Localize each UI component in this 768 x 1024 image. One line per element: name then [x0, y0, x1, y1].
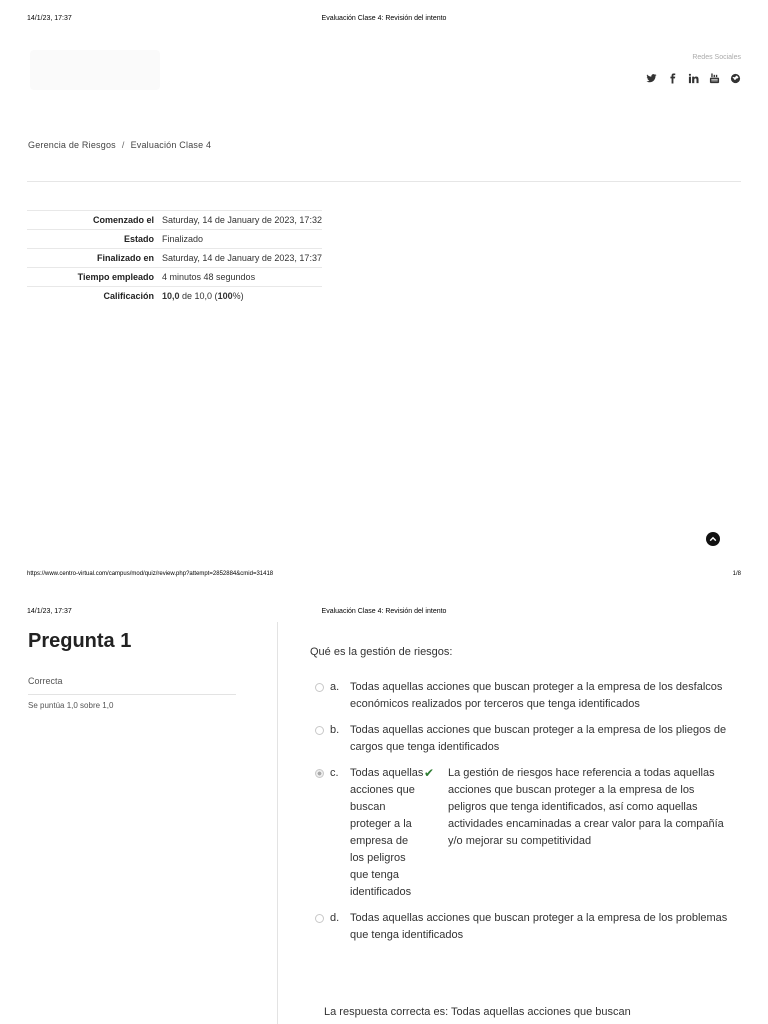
answer-option-b[interactable] [315, 722, 730, 756]
summary-label: Calificación [27, 287, 162, 306]
facebook-icon[interactable] [667, 71, 678, 85]
print-title: Evaluación Clase 4: Revisión del intento [321, 608, 447, 615]
radio-button[interactable] [315, 683, 324, 692]
answer-text: Todas aquellas acciones que buscan proteger a la empresa de los problemas que tenga identificados [350, 912, 728, 941]
answer-letter: d. [330, 912, 340, 924]
print-datetime: 14/1/23, 17:37 [27, 15, 72, 22]
summary-row [27, 211, 322, 230]
summary-label: Tiempo empleado [27, 268, 162, 287]
answer-option-c[interactable] [315, 765, 730, 901]
breadcrumb-current[interactable]: Evaluación Clase 4 [130, 140, 212, 150]
footer-page-number: 1/8 [732, 571, 741, 577]
answer-option-d[interactable] [315, 910, 730, 944]
answer-feedback: La gestión de riesgos hace referencia a todas aquellas acciones que buscan proteger a la empresa de los peligros que tenga identificados, así como aquellas actividades encaminadas a crear valor para la compañía y/o mejorar su competitividad [448, 767, 724, 847]
breadcrumb-course[interactable]: Gerencia de Riesgos [28, 140, 116, 150]
answer-option-a[interactable] [315, 679, 730, 713]
scroll-to-top-button[interactable] [706, 532, 720, 546]
breadcrumb-separator: / [121, 140, 125, 150]
answer-text: Todas aquellas acciones que buscan proteger a la empresa de los pliegos de cargos que tenga identificados [350, 724, 727, 753]
attempt-summary-table [27, 210, 322, 305]
divider [27, 181, 741, 182]
summary-label: Finalizado en [27, 249, 162, 268]
radio-button-selected[interactable] [315, 769, 324, 778]
summary-row [27, 268, 322, 287]
summary-label: Estado [27, 230, 162, 249]
answer-letter: b. [330, 724, 340, 736]
twitter-icon[interactable] [646, 71, 657, 85]
grade-end: %) [232, 291, 244, 301]
grade-percent: 100 [217, 291, 233, 301]
site-logo[interactable] [30, 50, 160, 90]
answer-text: Todas aquellas acciones que buscan proteger a la empresa de los peligros que tenga identificados [350, 767, 424, 898]
answer-with-feedback [350, 765, 730, 901]
divider [28, 694, 236, 695]
question-state: Correcta [28, 676, 63, 686]
correct-answer-text: La respuesta correcta es: Todas aquellas acciones que buscan [324, 1006, 631, 1018]
print-title: Evaluación Clase 4: Revisión del intento [321, 15, 447, 22]
summary-label: Comenzado el [27, 211, 162, 230]
globe-icon[interactable] [730, 71, 741, 85]
question-text: Qué es la gestión de riesgos: [310, 646, 453, 658]
breadcrumb [28, 140, 211, 150]
answer-list [315, 679, 730, 953]
social-icons [646, 71, 741, 85]
summary-value [162, 287, 322, 306]
summary-row [27, 230, 322, 249]
answer-letter: a. [330, 681, 340, 693]
summary-value: Saturday, 14 de January de 2023, 17:32 [162, 211, 322, 230]
grade-score: 10,0 [162, 291, 180, 301]
social-title: Redes Sociales [692, 54, 741, 61]
question-grade: Se puntúa 1,0 sobre 1,0 [28, 701, 114, 710]
question-title: Pregunta 1 [28, 630, 132, 652]
answer-text: Todas aquellas acciones que buscan proteger a la empresa de los desfalcos económicos realizados por terceros que tenga identificados [350, 681, 723, 710]
check-icon: ✔ [424, 766, 435, 780]
radio-button[interactable] [315, 726, 324, 735]
summary-value: Saturday, 14 de January de 2023, 17:37 [162, 249, 322, 268]
summary-value: 4 minutos 48 segundos [162, 268, 322, 287]
grade-of: de 10,0 ( [179, 291, 218, 301]
youtube-icon[interactable] [709, 71, 720, 85]
linkedin-icon[interactable] [688, 71, 699, 85]
radio-button[interactable] [315, 914, 324, 923]
summary-row [27, 287, 322, 306]
chevron-up-icon [709, 535, 717, 543]
footer-url: https://www.centro-virtual.com/campus/mod/quiz/review.php?attempt=2852884&cmid=31418 [27, 571, 274, 577]
vertical-divider [277, 622, 278, 1024]
answer-letter: c. [330, 767, 339, 779]
print-datetime: 14/1/23, 17:37 [27, 608, 72, 615]
summary-row [27, 249, 322, 268]
summary-value: Finalizado [162, 230, 322, 249]
